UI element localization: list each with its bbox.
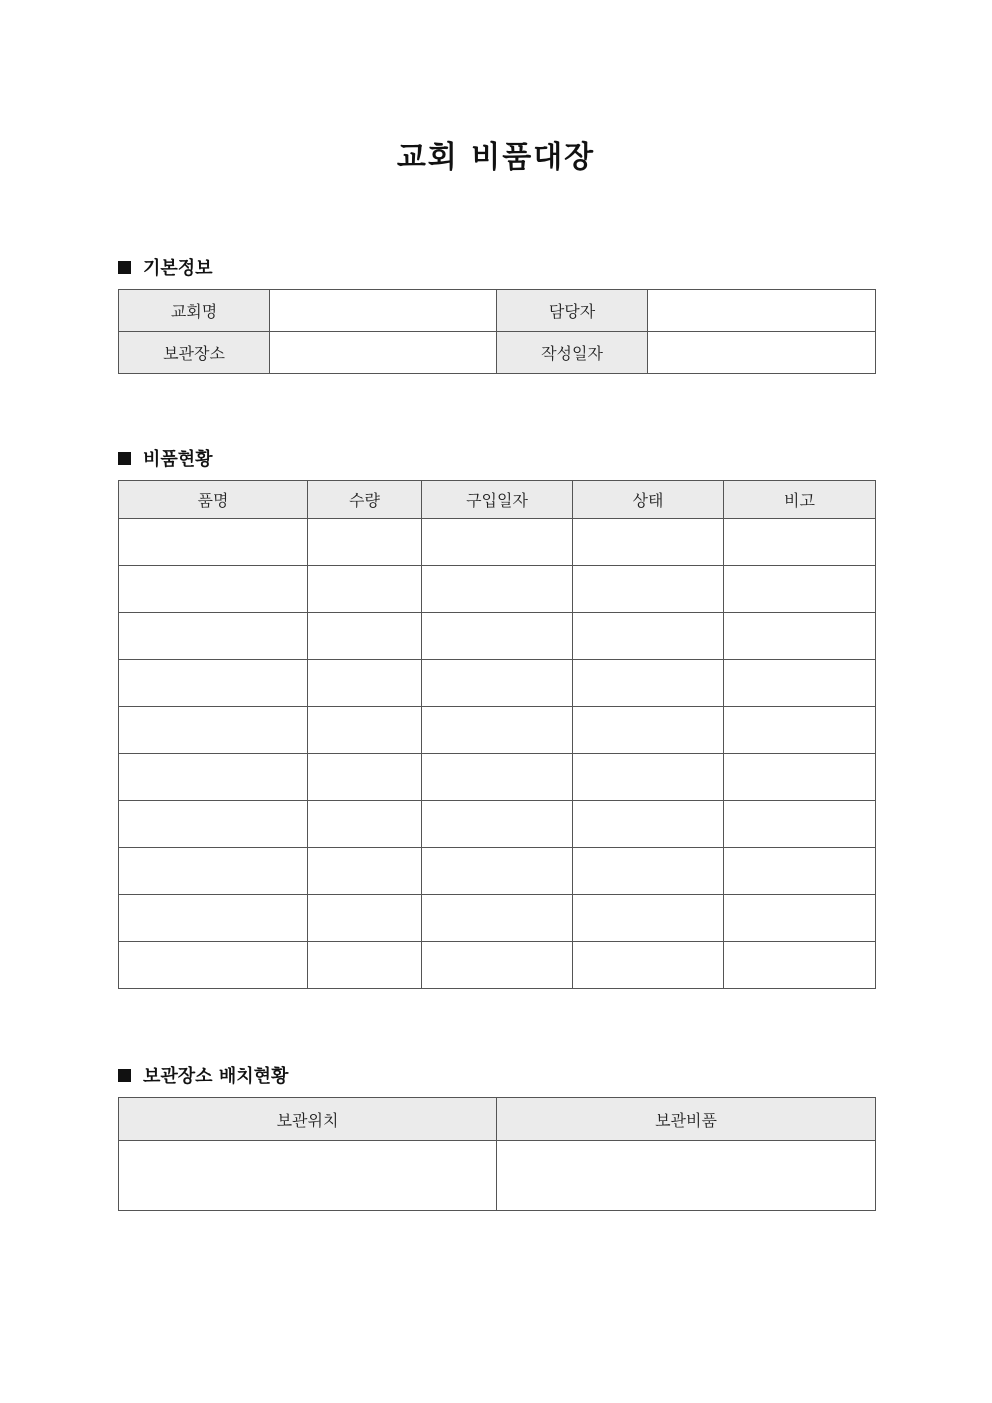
church-name-label: 교회명 — [119, 290, 270, 332]
table-cell[interactable] — [724, 613, 876, 660]
table-cell[interactable] — [308, 848, 422, 895]
section-heading-storage — [118, 1062, 288, 1088]
table-row — [119, 754, 876, 801]
table-cell[interactable] — [119, 895, 308, 942]
column-header-condition: 상태 — [573, 481, 724, 519]
equipment-table-body — [119, 519, 876, 989]
table-cell[interactable] — [119, 660, 308, 707]
table-cell[interactable] — [724, 848, 876, 895]
manager-label: 담당자 — [497, 290, 648, 332]
table-cell[interactable] — [422, 660, 573, 707]
table-row — [119, 519, 876, 566]
table-row — [119, 801, 876, 848]
table-cell[interactable] — [308, 519, 422, 566]
column-header-storage-location: 보관위치 — [119, 1098, 497, 1141]
column-header-item-name: 품명 — [119, 481, 308, 519]
table-cell[interactable] — [573, 566, 724, 613]
table-row — [119, 1141, 876, 1211]
manager-field[interactable] — [648, 290, 876, 332]
table-cell[interactable] — [724, 519, 876, 566]
table-header-row — [119, 1098, 876, 1141]
table-row — [119, 942, 876, 989]
table-cell[interactable] — [422, 848, 573, 895]
table-cell[interactable] — [422, 519, 573, 566]
table-cell[interactable] — [119, 707, 308, 754]
table-cell[interactable] — [422, 754, 573, 801]
table-cell[interactable] — [573, 801, 724, 848]
table-cell[interactable] — [573, 895, 724, 942]
section-title: 보관장소 배치현황 — [143, 1066, 289, 1087]
storage-layout-table — [118, 1097, 876, 1211]
square-bullet-icon — [118, 452, 131, 465]
section-heading-basic-info — [118, 254, 213, 280]
table-cell[interactable] — [422, 895, 573, 942]
table-row — [119, 566, 876, 613]
table-cell[interactable] — [573, 613, 724, 660]
table-cell[interactable] — [724, 660, 876, 707]
table-cell[interactable] — [119, 754, 308, 801]
table-cell[interactable] — [119, 1141, 497, 1211]
table-cell[interactable] — [119, 942, 308, 989]
table-cell[interactable] — [308, 942, 422, 989]
table-cell[interactable] — [724, 895, 876, 942]
table-cell[interactable] — [573, 848, 724, 895]
section-heading-equipment — [118, 445, 213, 471]
table-row — [119, 895, 876, 942]
table-cell[interactable] — [497, 1141, 876, 1211]
table-cell[interactable] — [119, 801, 308, 848]
table-cell[interactable] — [422, 942, 573, 989]
table-cell[interactable] — [308, 707, 422, 754]
table-cell[interactable] — [724, 801, 876, 848]
column-header-purchase-date: 구입일자 — [422, 481, 573, 519]
table-cell[interactable] — [724, 707, 876, 754]
table-cell[interactable] — [119, 519, 308, 566]
table-cell[interactable] — [724, 754, 876, 801]
table-cell[interactable] — [724, 942, 876, 989]
section-title: 비품현황 — [143, 449, 213, 470]
table-cell[interactable] — [308, 613, 422, 660]
table-cell[interactable] — [308, 566, 422, 613]
church-name-field[interactable] — [270, 290, 497, 332]
table-row — [119, 290, 876, 332]
table-cell[interactable] — [119, 848, 308, 895]
column-header-remarks: 비고 — [724, 481, 876, 519]
table-row — [119, 613, 876, 660]
table-row — [119, 660, 876, 707]
table-cell[interactable] — [308, 660, 422, 707]
table-cell[interactable] — [422, 801, 573, 848]
table-header-row — [119, 481, 876, 519]
table-cell[interactable] — [724, 566, 876, 613]
square-bullet-icon — [118, 1069, 131, 1082]
storage-location-label: 보관장소 — [119, 332, 270, 374]
equipment-table — [118, 480, 876, 989]
table-cell[interactable] — [573, 942, 724, 989]
date-label: 작성일자 — [497, 332, 648, 374]
table-cell[interactable] — [308, 895, 422, 942]
table-cell[interactable] — [119, 566, 308, 613]
storage-location-field[interactable] — [270, 332, 497, 374]
square-bullet-icon — [118, 261, 131, 274]
table-cell[interactable] — [119, 613, 308, 660]
table-cell[interactable] — [573, 660, 724, 707]
column-header-stored-items: 보관비품 — [497, 1098, 876, 1141]
table-cell[interactable] — [422, 707, 573, 754]
table-cell[interactable] — [308, 801, 422, 848]
column-header-quantity: 수량 — [308, 481, 422, 519]
table-cell[interactable] — [573, 519, 724, 566]
basic-info-table — [118, 289, 876, 374]
storage-table-body — [119, 1141, 876, 1211]
table-cell[interactable] — [422, 566, 573, 613]
date-field[interactable] — [648, 332, 876, 374]
table-row — [119, 707, 876, 754]
table-row — [119, 332, 876, 374]
table-cell[interactable] — [573, 754, 724, 801]
table-cell[interactable] — [573, 707, 724, 754]
table-row — [119, 848, 876, 895]
table-cell[interactable] — [308, 754, 422, 801]
table-cell[interactable] — [422, 613, 573, 660]
page-title: 교회 비품대장 — [396, 140, 596, 175]
section-title: 기본정보 — [143, 258, 213, 279]
